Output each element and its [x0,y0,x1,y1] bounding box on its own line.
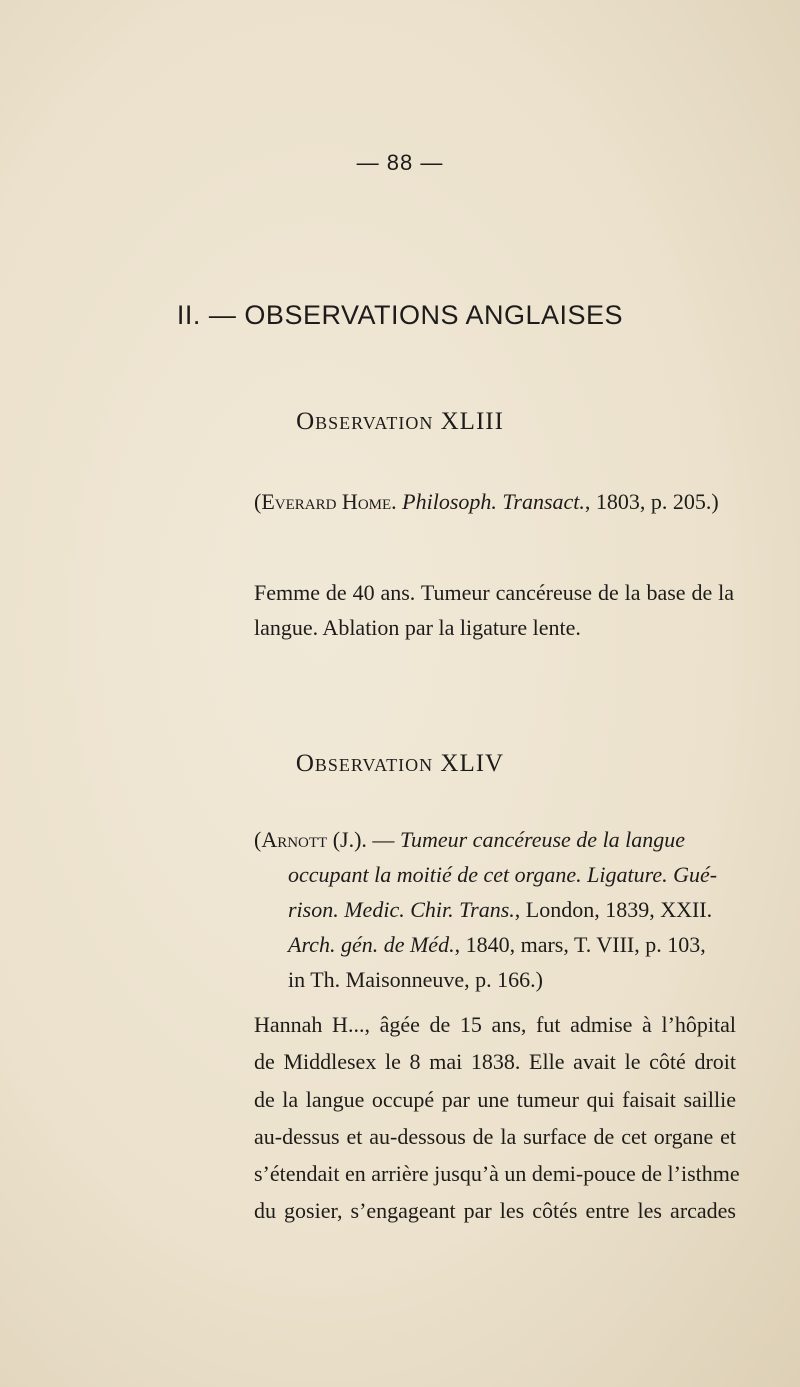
observation-44-reference [254,822,736,997]
body-line: de Middlesex le 8 mai 1838. Elle avait le côté droit [254,1049,736,1074]
reference-text: (J.). — [327,827,400,852]
reference-line-5 [254,962,736,997]
reference-title: occupant la moitié de cet organe. Ligature. Gué- [288,862,718,887]
reference-author: (Arnott [254,827,328,852]
reference-text: , 1840, mars, T. VIII, p. 103, [454,932,706,957]
body-line: au-dessus et au-dessous de la surface de cet organe et [254,1124,736,1149]
body-line: Hannah H..., âgée de 15 ans, fut admise à l’hôpital [254,1012,736,1037]
reference-separator: . [391,489,403,514]
body-line: du gosier, s’engageant par les côtés entre les arcades [254,1198,736,1223]
reference-details: , 1803, p. 205.) [584,489,719,514]
reference-title: Tumeur cancéreuse de la langue [399,827,686,852]
reference-line-3 [254,892,736,927]
reference-line-1 [254,822,736,857]
observation-43-summary: Femme de 40 ans. Tumeur cancéreuse de la base de la langue. Ablation par la ligature lente. [254,580,734,640]
reference-line-2 [254,857,736,892]
reference-text: in Th. Maisonneuve, p. 166.) [288,967,544,992]
reference-text: , London, 1839, XXII. [514,897,713,922]
observation-43-heading: Observation XLIII [296,408,504,435]
body-line: s’étendait en arrière jusqu’à un demi-pouce de l’isthme [254,1161,740,1186]
section-title: II. — OBSERVATIONS ANGLAISES [176,300,624,330]
reference-journal: rison. Medic. Chir. Trans. [288,897,515,922]
reference-open-paren: ( [254,489,262,514]
reference-journal: Arch. gén. de Méd. [288,932,455,957]
reference-author: Everard Home [261,489,392,514]
observation-44-heading: Observation XLIV [295,750,505,777]
reference-line-4 [254,927,736,962]
reference-journal: Philosoph. Transact. [402,489,585,514]
observation-43-reference [254,484,736,519]
body-line: de la langue occupé par une tumeur qui faisait saillie [254,1087,736,1112]
page-number: — 88 — [356,150,444,175]
